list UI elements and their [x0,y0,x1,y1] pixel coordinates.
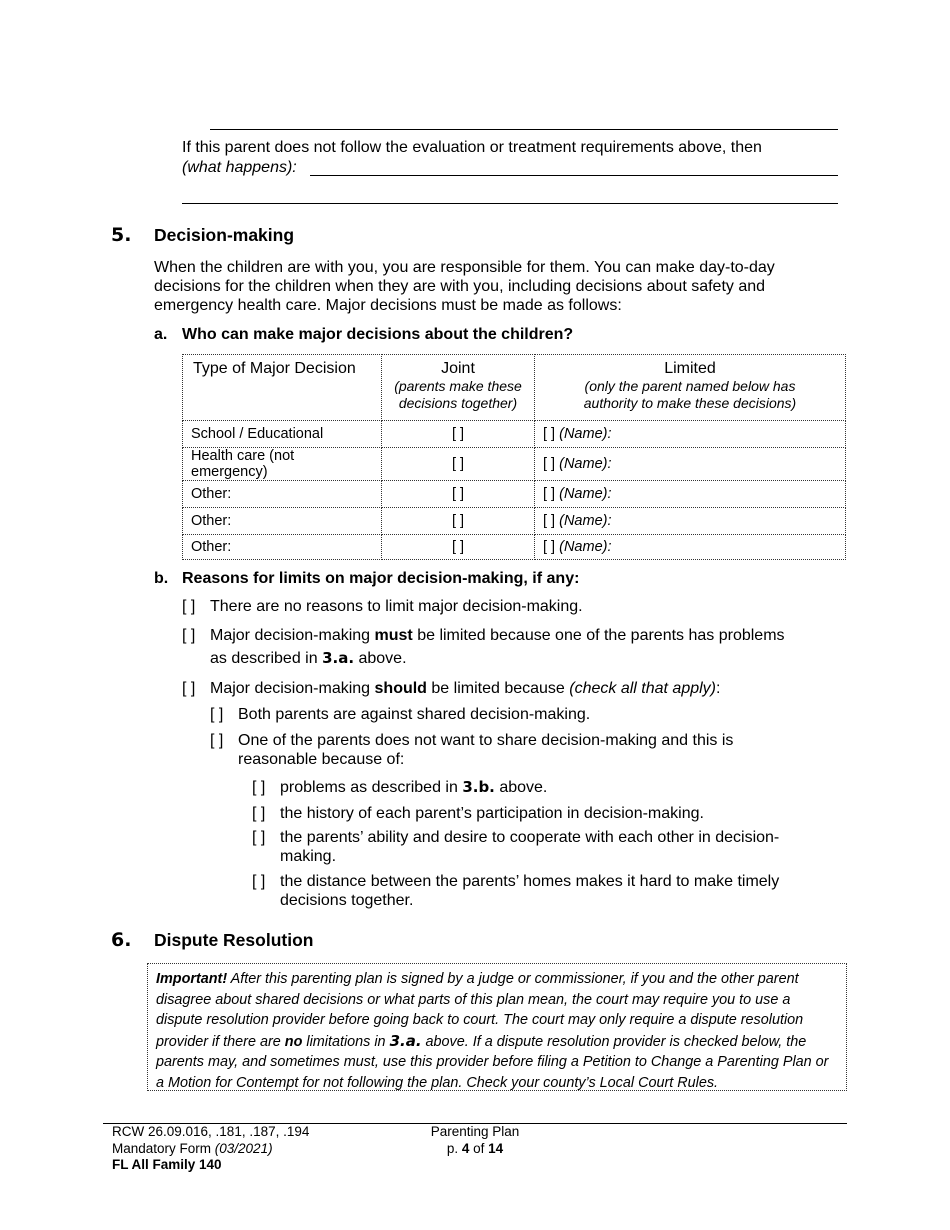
rcw-citation: RCW 26.09.016, .181, .187, .194 [112,1124,310,1139]
subsection-a-title: Who can make major decisions about the children? [182,326,574,343]
form-id: FL All Family 140 [112,1157,222,1172]
reason4-text: the distance between the parents’ homes makes it hard to make timely [280,873,780,890]
joint-checkbox[interactable]: [ ] [382,508,535,535]
table-row [183,421,846,448]
col-joint-header: Joint (parents make these decisions together) [382,355,535,421]
limited-cell [535,508,846,535]
section-5-intro: When the children are with you, you are responsible for them. You can make day-to-day decisions for the children when they are with you, including decisions about safety and emergency health care. Major decisions must be made as follows: [154,259,775,314]
name-label: (Name): [559,456,612,472]
reason1-text: problems as described in 3.b. above. [280,778,548,796]
reason3-text-line2: making. [280,848,337,865]
subsection-b-label: b. [154,570,169,587]
name-label: (Name): [559,426,612,442]
opt1-text: There are no reasons to limit major decision-making. [210,598,583,615]
table-row [183,508,846,535]
decision-table [182,354,846,560]
opt1-checkbox[interactable]: [ ] [182,598,196,615]
reason2-text: the history of each parent’s participation in decision-making. [280,805,704,822]
limited-checkbox[interactable]: [ ] [543,513,556,529]
important-label: Important! [156,971,228,987]
limited-cell [535,481,846,508]
reason3-text: the parents’ ability and desire to cooperate with each other in decision- [280,829,780,846]
limited-checkbox[interactable]: [ ] [543,486,556,502]
limited-cell [535,535,846,560]
page-number: p. 4 of 14 [446,1140,504,1156]
sub2-text: One of the parents does not want to share decision-making and this is [238,732,734,749]
joint-checkbox[interactable]: [ ] [382,421,535,448]
subsection-b-title: Reasons for limits on major decision-making, if any: [182,570,580,587]
important-notice: Important! After this parenting plan is signed by a judge or commissioner, if you and the other parent disagree about shared decisions or what parts of this plan mean, the court may require you to use a dispute resolution provider before going back to court. The court may only require a dispute resolution provider if there are no limitations in 3.a. above. If a dispute resolution provider is checked below, the parents may, and sometimes must, use this provider before filing a Petition to Change a Parenting Plan or a Motion for Contempt for not following the plan. Check your county’s Local Court Rules. [147,963,847,1091]
table-row [183,448,846,481]
limited-cell [535,448,846,481]
sub1-checkbox[interactable]: [ ] [210,706,224,723]
opt3-checkbox[interactable]: [ ] [182,680,196,697]
sub1-text: Both parents are against shared decision-making. [238,706,591,723]
footer-left [112,1124,309,1174]
opt3-text: Major decision-making should be limited because (check all that apply): [210,680,721,697]
opt2-text: Major decision-making must be limited because one of the parents has problems [210,627,785,644]
sub2-checkbox[interactable]: [ ] [210,732,224,749]
footer-center [425,1124,525,1157]
mandatory-form: Mandatory Form (03/2021) [112,1140,273,1156]
reason3-checkbox[interactable]: [ ] [252,829,266,846]
opt2-text-line2: as described in 3.a. above. [210,649,407,667]
joint-checkbox[interactable]: [ ] [382,481,535,508]
table-row [183,535,846,560]
name-label: (Name): [559,539,612,555]
reason1-checkbox[interactable]: [ ] [252,779,266,796]
reason2-checkbox[interactable]: [ ] [252,805,266,822]
opt2-checkbox[interactable]: [ ] [182,627,196,644]
col-limited-header: Limited (only the parent named below has authority to make these decisions) [535,355,846,421]
limited-checkbox[interactable]: [ ] [543,456,556,472]
limited-cell [535,421,846,448]
answer-line-top[interactable] [210,129,838,130]
what-happens-line[interactable] [310,175,838,176]
decision-type: Other: [183,535,382,560]
sub2-text-line2: reasonable because of: [238,751,405,768]
decision-type: School / Educational [183,421,382,448]
section-5-title: Decision-making [154,225,295,245]
decision-type: Other: [183,481,382,508]
reason4-text-line2: decisions together. [280,892,414,909]
joint-checkbox[interactable]: [ ] [382,448,535,481]
name-label: (Name): [559,513,612,529]
what-happens-line-2[interactable] [182,203,838,204]
name-label: (Name): [559,486,612,502]
limited-checkbox[interactable]: [ ] [543,426,556,442]
joint-checkbox[interactable]: [ ] [382,535,535,560]
section-6-number: 6. [111,929,132,951]
table-row [183,481,846,508]
col-type-header: Type of Major Decision [183,355,382,421]
section-6-title: Dispute Resolution [154,930,314,950]
doc-title: Parenting Plan [430,1124,520,1139]
what-happens-label: (what happens): [182,159,297,176]
section-5-number: 5. [111,224,132,246]
limited-checkbox[interactable]: [ ] [543,539,556,555]
subsection-a-label: a. [154,326,168,343]
reason4-checkbox[interactable]: [ ] [252,873,266,890]
decision-type: Other: [183,508,382,535]
follow-requirements-text: If this parent does not follow the evaluation or treatment requirements above, then [182,139,762,156]
decision-type: Health care (not emergency) [183,448,382,481]
